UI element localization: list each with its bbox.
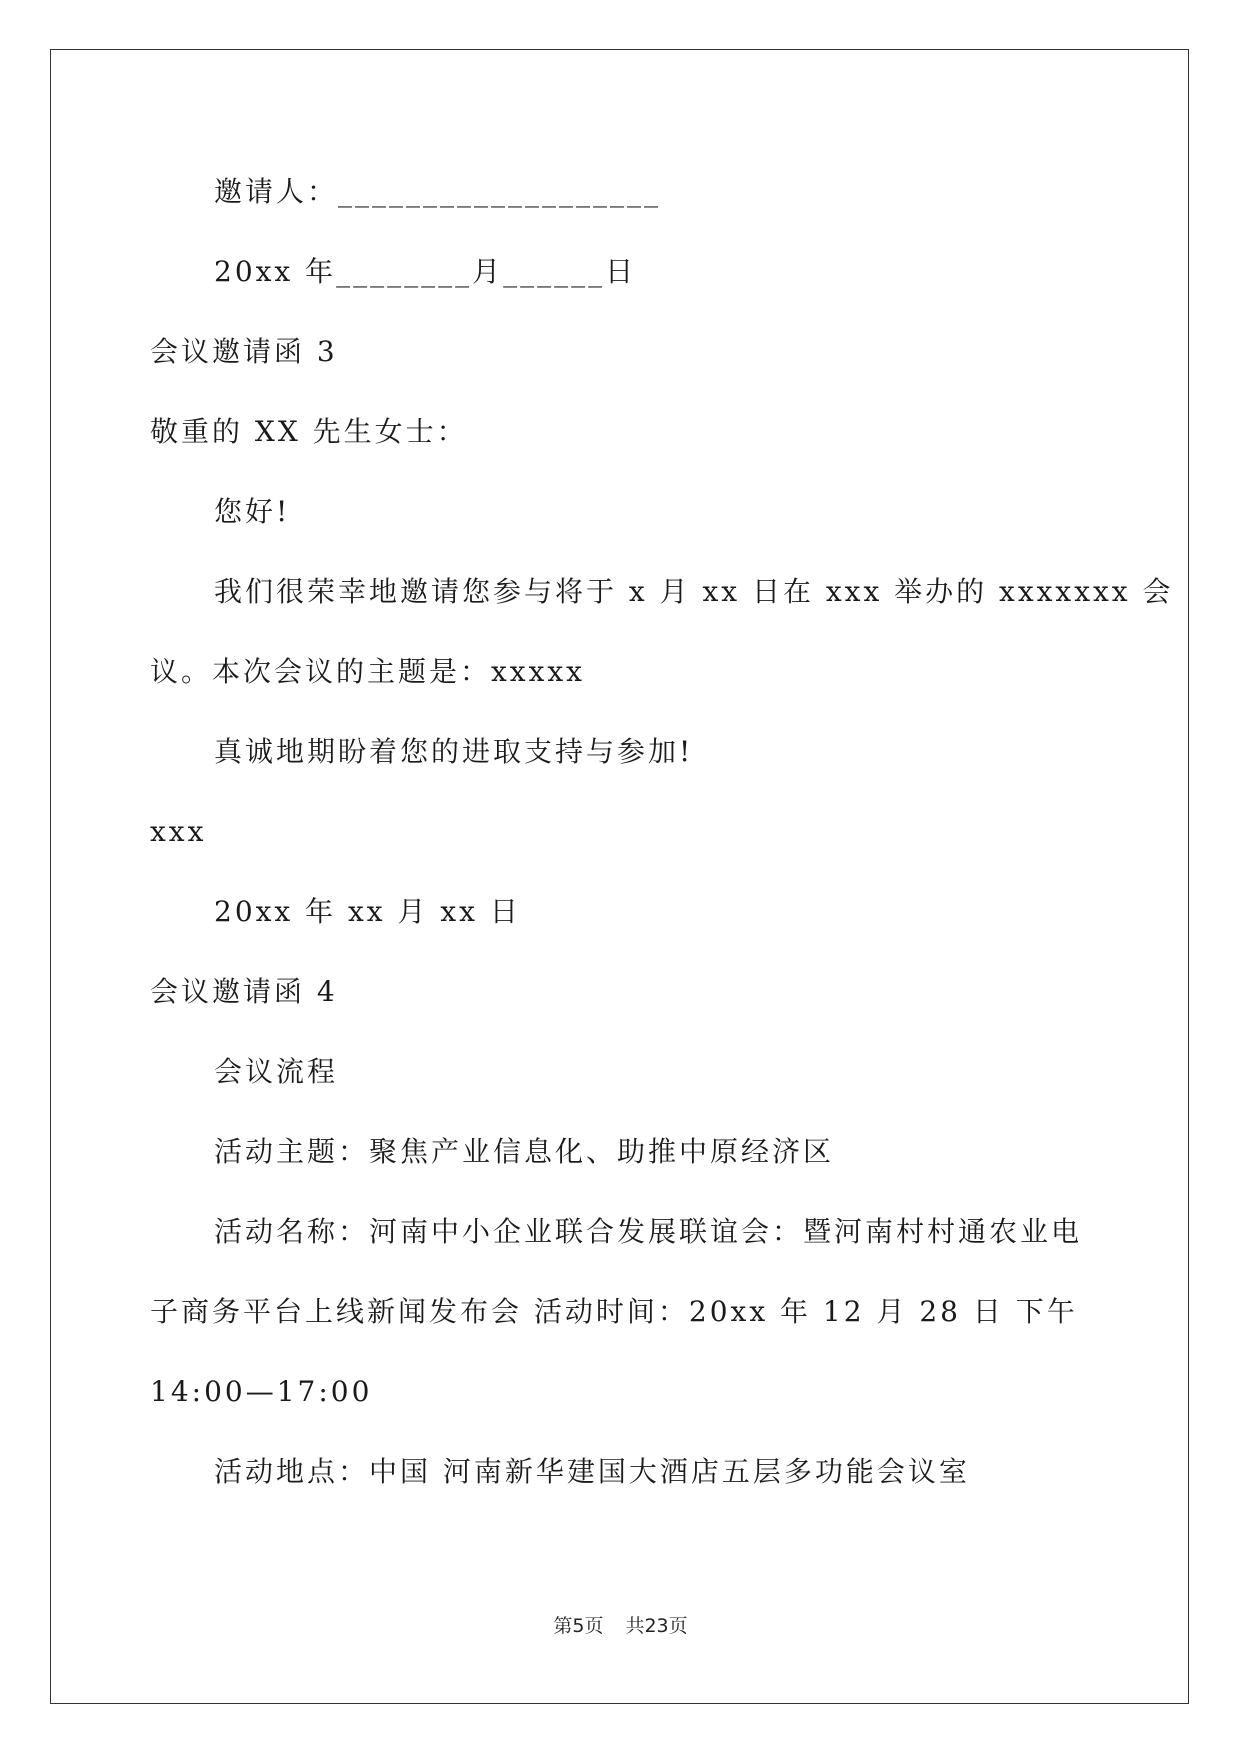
inviter-line: 邀请人：___________________ xyxy=(214,175,662,208)
footer-total-pages: 23 xyxy=(644,1615,669,1637)
footer-total-prefix: 共 xyxy=(625,1615,645,1637)
footer-total-suffix: 页 xyxy=(668,1615,688,1637)
footer-page-number: 5 xyxy=(572,1615,585,1637)
footer-page-suffix: 页 xyxy=(584,1615,604,1637)
heading-invitation-3: 会议邀请函 3 xyxy=(150,335,338,368)
page-footer xyxy=(0,1614,1241,1638)
activity-theme: 活动主题：聚焦产业信息化、助推中原经济区 xyxy=(214,1135,835,1168)
salutation: 敬重的 XX 先生女士： xyxy=(150,415,468,448)
activity-time: 14:00—17:00 xyxy=(150,1375,373,1408)
body-paragraph-line-1: 我们很荣幸地邀请您参与将于 x 月 xx 日在 xxx 举办的 xxxxxxx 会 xyxy=(214,575,1174,608)
date-blank-line: 20xx 年________月______日 xyxy=(214,255,637,288)
signature: xxx xyxy=(150,815,207,848)
heading-invitation-4: 会议邀请函 4 xyxy=(150,975,338,1008)
activity-name-line-2: 子商务平台上线新闻发布会 活动时间：20xx 年 12 月 28 日 下午 xyxy=(150,1295,1078,1328)
body-paragraph-line-2: 议。本次会议的主题是：xxxxx xyxy=(150,655,585,688)
closing-sentence: 真诚地期盼着您的进取支持与参加! xyxy=(214,735,694,768)
signature-date: 20xx 年 xx 月 xx 日 xyxy=(214,895,521,928)
meeting-agenda-title: 会议流程 xyxy=(214,1055,339,1088)
footer-page-prefix: 第 xyxy=(553,1615,573,1637)
activity-location: 活动地点：中国 河南新华建国大酒店五层多功能会议室 xyxy=(214,1455,970,1488)
activity-name-line-1: 活动名称：河南中小企业联合发展联谊会：暨河南村村通农业电 xyxy=(214,1215,1083,1248)
greeting: 您好! xyxy=(214,495,291,528)
